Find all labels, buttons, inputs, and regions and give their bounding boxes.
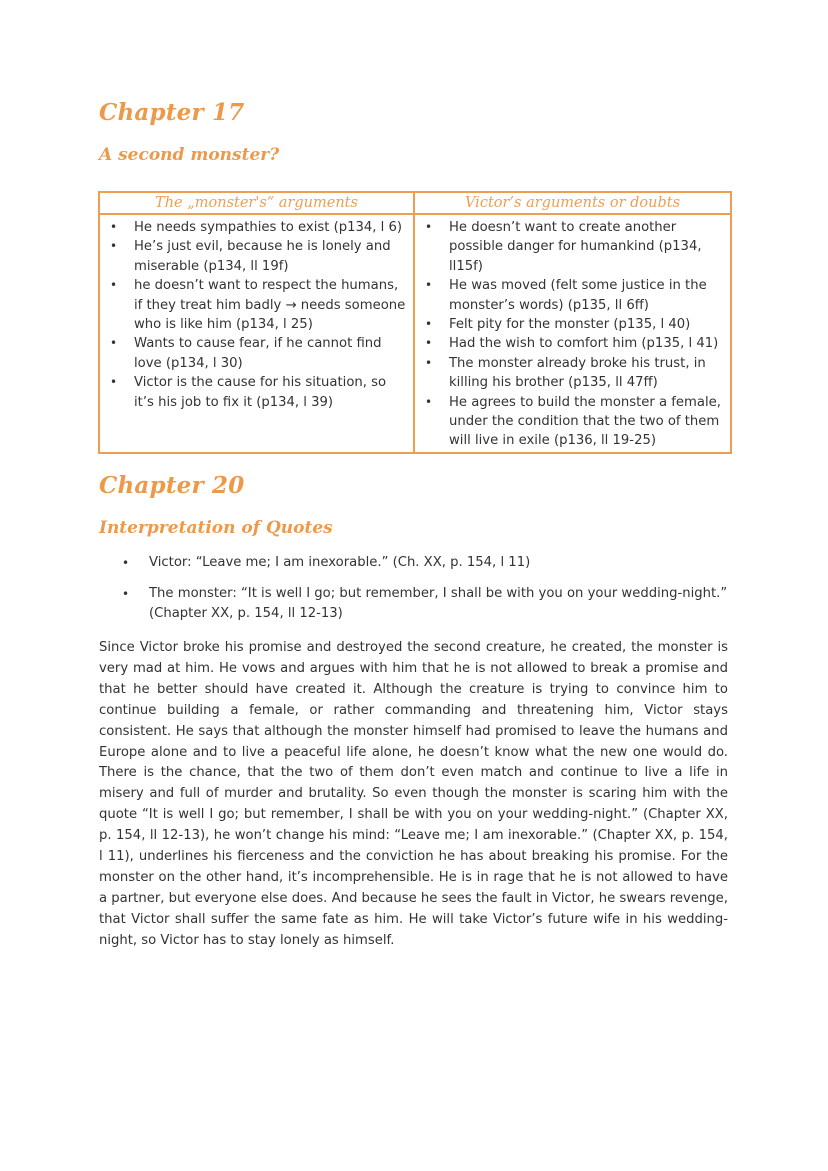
victor-arguments-list <box>417 218 724 451</box>
bullet-dot-icon: • <box>425 278 433 293</box>
victor-argument-item <box>417 276 724 315</box>
quotes-list <box>118 553 728 624</box>
monster-argument-item <box>102 334 407 373</box>
monster-argument-item <box>102 237 407 276</box>
monster-argument-item-text: Victor is the cause for his situation, so it’s his job to fix it (p134, l 39) <box>134 375 387 410</box>
victor-argument-item <box>417 334 724 353</box>
table-header-row <box>99 192 731 214</box>
monster-arguments-cell <box>99 214 414 453</box>
bullet-dot-icon: • <box>110 220 118 234</box>
monster-arguments-list <box>102 218 407 412</box>
victor-argument-item-text: Felt pity for the monster (p135, l 40) <box>449 317 691 333</box>
bullet-dot-icon: • <box>425 394 433 409</box>
table-row <box>99 214 731 453</box>
victor-argument-item-text: He was moved (felt some justice in the monster’s words) (p135, ll 6ff) <box>449 278 707 313</box>
chapter-20-subtitle: Interpretation of Quotes <box>99 518 333 538</box>
bullet-dot-icon: • <box>110 278 118 293</box>
interpretation-paragraph: Since Victor broke his promise and destroyed the second creature, he created, the monster is very mad at him. He vows and argues with him that he is not allowed to break a promise and that he better should have created it. Although the creature is trying to convince him to continue building a female, or rather commanding and threatening him, Victor stays consistent. He says that although the monster himself had promised to leave the humans and Europe alone and to live a peaceful life alone, he doesn’t know what the new one would do. There is the chance, that the two of them don’t even match and continue to live a life in misery and full of murder and brutality. So even though the monster is scaring him with the quote “It is well I go; but remember, I shall be with you on your wedding-night.” (Chapter XX, p. 154, ll 12-13), he won’t change his mind: “Leave me; I am inexorable.” (Chapter XX, p. 154, l 11), underlines his fierceness and the conviction he has about breaking his promise. For the monster on the other hand, it’s incomprehensible. He is in rage that he is not allowed to have a partner, but everyone else does. And because he sees the fault in Victor, he swears revenge, that Victor shall suffer the same fate as him. He will take Victor’s future wife in his wedding-night, so Victor has to stay lonely as himself. <box>99 640 728 948</box>
victor-argument-item <box>417 218 724 276</box>
monster-argument-item-text: He’s just evil, because he is lonely and miserable (p134, ll 19f) <box>134 239 391 274</box>
victor-argument-item-text: Had the wish to comfort him (p135, l 41) <box>449 336 719 352</box>
monster-argument-item-text: He needs sympathies to exist (p134, l 6) <box>134 220 403 235</box>
victor-argument-item <box>417 393 724 451</box>
bullet-dot-icon: • <box>122 556 130 570</box>
header-monster-arguments: The „monster's“ arguments <box>99 192 414 214</box>
chapter-17-subtitle: A second monster? <box>99 145 280 165</box>
bullet-dot-icon: • <box>425 317 433 332</box>
bullet-dot-icon: • <box>110 239 118 254</box>
bullet-dot-icon: • <box>425 336 433 351</box>
bullet-dot-icon: • <box>425 355 433 370</box>
victor-argument-item-text: The monster already broke his trust, in killing his brother (p135, ll 47ff) <box>449 355 706 391</box>
bullet-dot-icon: • <box>110 336 118 351</box>
quote-item-text: Victor: “Leave me; I am inexorable.” (Ch. XX, p. 154, l 11) <box>149 555 531 570</box>
victor-argument-item-text: He doesn’t want to create another possible danger for humankind (p134, ll15f) <box>449 220 702 274</box>
victor-arguments-cell <box>414 214 731 453</box>
quote-item <box>118 584 728 624</box>
chapter-17-title: Chapter 17 <box>99 99 245 126</box>
victor-argument-item <box>417 354 724 393</box>
monster-argument-item-text: he doesn’t want to respect the humans, if they treat him badly → needs someone who is like him (p134, l 25) <box>134 278 406 333</box>
victor-argument-item-text: He agrees to build the monster a female, under the condition that the two of them will live in exile (p136, ll 19-25) <box>449 394 721 449</box>
quote-item <box>118 553 728 573</box>
victor-argument-item <box>417 315 724 334</box>
arguments-table <box>98 191 732 454</box>
monster-argument-item <box>102 373 407 412</box>
bullet-dot-icon: • <box>425 220 433 234</box>
monster-argument-item <box>102 218 407 237</box>
monster-argument-item <box>102 276 407 334</box>
quote-item-text: The monster: “It is well I go; but remember, I shall be with you on your wedding-night.” (Chapter XX, p. 154, ll 12-13) <box>149 586 728 621</box>
monster-argument-item-text: Wants to cause fear, if he cannot find love (p134, l 30) <box>134 336 382 371</box>
chapter-20-title: Chapter 20 <box>99 472 245 499</box>
header-victor-arguments: Victor’s arguments or doubts <box>414 192 731 214</box>
bullet-dot-icon: • <box>122 587 130 601</box>
bullet-dot-icon: • <box>110 375 118 390</box>
